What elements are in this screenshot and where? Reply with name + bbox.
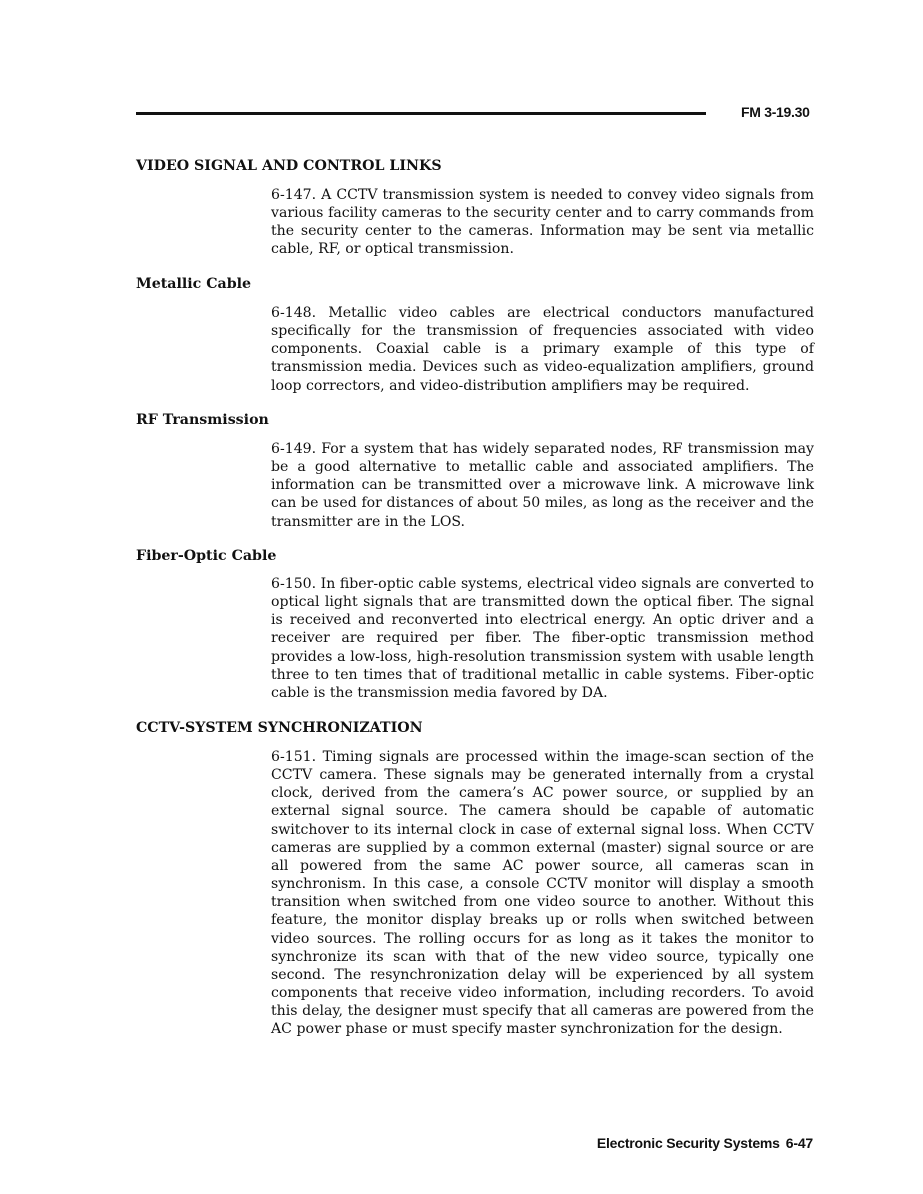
- section-heading-cctv-synchronization: CCTV-SYSTEM SYNCHRONIZATION: [136, 720, 423, 736]
- document-id: FM 3-19.30: [741, 104, 810, 120]
- section-heading-metallic-cable: Metallic Cable: [136, 276, 252, 292]
- footer-page-number: 6-47: [785, 1135, 813, 1151]
- paragraph-6-149: 6-149. For a system that has widely separated nodes, RF transmission may be a good alternative to metallic cable and associated amplifiers. The information can be transmitted over a microwave link. A microwave link can be used for distances of about 50 miles, as long as the receiver and the transmitter are in the LOS.: [271, 441, 814, 530]
- section-heading-rf-transmission: RF Transmission: [136, 412, 269, 428]
- paragraph-6-151: 6-151. Timing signals are processed within the image-scan section of the CCTV camera. These signals may be generated internally from a crystal clock, derived from the camera’s AC power source, or supplied by an external signal source. The camera should be capable of automatic switchover to its internal clock in case of external signal loss. When CCTV cameras are supplied by a common external (master) signal source or are all powered from the same AC power source, all cameras scan in synchronism. In this case, a console CCTV monitor will display a smooth transition when switched from one video source to another. Without this feature, the monitor display breaks up or rolls when switched between video sources. The rolling occurs for as long as it takes the monitor to synchronize its scan with that of the new video source, typically one second. The resynchronization delay will be experienced by all system components that receive video information, including recorders. To avoid this delay, the designer must specify that all cameras are powered from the AC power phase or must specify master synchronization for the design.: [271, 749, 814, 1038]
- paragraph-6-148: 6-148. Metallic video cables are electrical conductors manufactured specifically for the transmission of frequencies associated with video components. Coaxial cable is a primary example of this type of transmission media. Devices such as video-equalization amplifiers, ground loop correctors, and video-distribution amplifiers may be required.: [271, 305, 814, 394]
- section-heading-fiber-optic-cable: Fiber-Optic Cable: [136, 548, 277, 564]
- section-heading-video-signal: VIDEO SIGNAL AND CONTROL LINKS: [136, 158, 442, 174]
- header-rule: [136, 112, 706, 115]
- footer-chapter-title: Electronic Security Systems: [596, 1135, 780, 1151]
- paragraph-6-147: 6-147. A CCTV transmission system is needed to convey video signals from various facility cameras to the security center and to carry commands from the security center to the cameras. Information may be sent via metallic cable, RF, or optical transmission.: [271, 187, 814, 258]
- page-footer: [597, 1135, 813, 1151]
- paragraph-6-150: 6-150. In fiber-optic cable systems, electrical video signals are converted to optical light signals that are transmitted down the optical fiber. The signal is received and reconverted into electrical energy. An optic driver and a receiver are required per fiber. The fiber-optic transmission method provides a low-loss, high-resolution transmission system with usable length three to ten times that of traditional metallic in cable systems. Fiber-optic cable is the transmission media favored by DA.: [271, 576, 814, 701]
